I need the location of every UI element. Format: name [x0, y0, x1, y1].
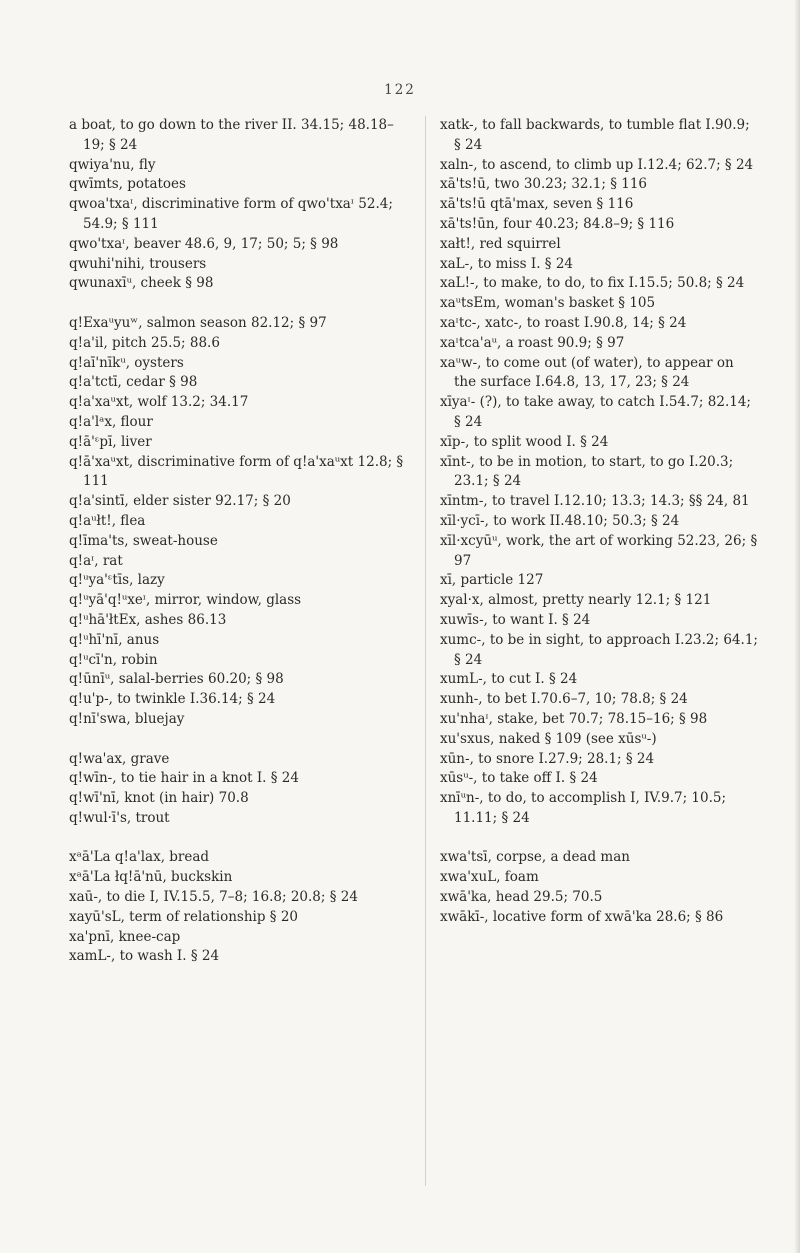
- entry: q!wul·ī's, trout: [69, 809, 170, 826]
- entry: xaᶦtca'aᵘ, a roast 90.9; § 97: [440, 334, 625, 351]
- entry: q!a'xaᵘxt, wolf 13.2; 34.17: [69, 394, 249, 411]
- entry: q!u'p-, to twinkle I.36.14; § 24: [69, 691, 276, 708]
- entry: a boat, to go down to the river II. 34.15; 48.18–19; § 24: [69, 117, 394, 153]
- entry: q!ᵘyā'q!ᵘxeᶦ, mirror, window, glass: [69, 592, 302, 609]
- entry: xumc-, to be in sight, to approach I.23.2; 64.1; § 24: [440, 631, 758, 668]
- entry: xyal·x, almost, pretty nearly 12.1; § 121: [440, 592, 712, 609]
- entry: xaᵘw-, to come out (of water), to appear on the surface I.64.8, 13, 17, 23; § 24: [440, 354, 734, 391]
- entry: q!aᵘłt!, flea: [69, 512, 146, 529]
- column-divider: [425, 116, 426, 1186]
- entry: xaū-, to die I, IV.15.5, 7–8; 16.8; 20.8; § 24: [69, 889, 358, 906]
- entry: xu'nhaᶦ, stake, bet 70.7; 78.15–16; § 98: [440, 710, 708, 727]
- entry: qwuhi'nihi, trousers: [69, 255, 207, 272]
- entry: q!ᵘhā'łtEx, ashes 86.13: [69, 611, 227, 628]
- entry: qwiya'nu, fly: [69, 156, 156, 173]
- entry: qwoa'txaᶦ, discriminative form of qwo'txaᶦ 52.4; 54.9; § 111: [69, 196, 393, 232]
- entry: xīp-, to split wood I. § 24: [440, 433, 609, 450]
- page-number: 122: [384, 82, 416, 98]
- entry: q!īma'ts, sweat-house: [69, 532, 218, 549]
- entry: xunh-, to bet I.70.6–7, 10; 78.8; § 24: [440, 691, 688, 708]
- entry: q!nī'swa, bluejay: [69, 710, 185, 727]
- section-gap: [69, 730, 405, 750]
- entry: xīntm-, to travel I.12.10; 13.3; 14.3; §§ 24, 81: [440, 493, 750, 510]
- entry: q!a'sintī, elder sister 92.17; § 20: [69, 493, 291, 510]
- entry: xwa'tsī, corpse, a dead man: [440, 849, 630, 866]
- entry: q!wa'ax, grave: [69, 750, 170, 767]
- entry: xaln-, to ascend, to climb up I.12.4; 62.7; § 24: [440, 156, 754, 173]
- entry: xᵃā'La q!a'lax, bread: [69, 849, 210, 866]
- entry: xatk-, to fall backwards, to tumble flat I.90.9; § 24: [440, 117, 750, 153]
- entry: q!aī'nīkᵘ, oysters: [69, 354, 184, 371]
- entry: xaᵘtsEm, woman's basket § 105: [440, 295, 656, 312]
- entry: q!a'il, pitch 25.5; 88.6: [69, 334, 220, 351]
- page-edge: [794, 0, 800, 1253]
- entry: q!ᵘya'ᵋtīs, lazy: [69, 572, 165, 589]
- entry: q!wī'nī, knot (in hair) 70.8: [69, 790, 249, 807]
- entry: xwā'ka, head 29.5; 70.5: [440, 889, 603, 906]
- entry: q!ā'xaᵘxt, discriminative form of q!a'xaᵘxt 12.8; § 111: [69, 453, 404, 490]
- entry: q!a'lᵃx, flour: [69, 413, 153, 430]
- entry: qwo'txaᶦ, beaver 48.6, 9, 17; 50; 5; § 98: [69, 235, 339, 252]
- entry: q!ūnīᵘ, salal-berries 60.20; § 98: [69, 671, 284, 688]
- section-gap: [69, 294, 405, 314]
- entry: xūsᵘ-, to take off I. § 24: [440, 770, 598, 787]
- entry: xwa'xuL, foam: [440, 869, 539, 886]
- entry: xayū'sL, term of relationship § 20: [69, 908, 299, 925]
- section-gap: [440, 829, 758, 849]
- entry: xwākī-, locative form of xwā'ka 28.6; § 86: [440, 908, 724, 925]
- entry: xā'ts!ūn, four 40.23; 84.8–9; § 116: [440, 215, 675, 232]
- right-column: [440, 116, 758, 928]
- entry: xałt!, red squirrel: [440, 235, 561, 252]
- entry: xīnt-, to be in motion, to start, to go I.20.3; 23.1; § 24: [440, 453, 734, 490]
- entry: q!a'tctī, cedar § 98: [69, 374, 198, 391]
- entry: xamL-, to wash I. § 24: [69, 948, 220, 965]
- entry: q!ā'ᵋpī, liver: [69, 433, 152, 450]
- entry: xā'ts!ū, two 30.23; 32.1; § 116: [440, 176, 648, 193]
- entry: q!ᵘhī'nī, anus: [69, 631, 160, 648]
- entry: q!ᵘcī'n, robin: [69, 651, 158, 668]
- entry: q!Exaᵘyuʷ, salmon season 82.12; § 97: [69, 314, 327, 331]
- entry: xaL!-, to make, to do, to fix I.15.5; 50.8; § 24: [440, 275, 745, 292]
- entry: xnīᵘn-, to do, to accomplish I, IV.9.7; 10.5; 11.11; § 24: [440, 790, 727, 826]
- entry: xu'sxus, naked § 109 (see xūsᵘ-): [440, 730, 657, 747]
- entry: xaᶦtc-, xatc-, to roast I.90.8, 14; § 24: [440, 314, 687, 331]
- entry: xūn-, to snore I.27.9; 28.1; § 24: [440, 750, 655, 767]
- entry: xā'ts!ū qtā'max, seven § 116: [440, 196, 634, 213]
- entry: qwīmts, potatoes: [69, 176, 186, 193]
- entry: xī, particle 127: [440, 572, 544, 589]
- entry: xuwīs-, to want I. § 24: [440, 611, 591, 628]
- left-column: [69, 116, 405, 967]
- entry: xīyaᶦ- (?), to take away, to catch I.54.7; 82.14; § 24: [440, 394, 751, 430]
- entry: qwunaxīᵘ, cheek § 98: [69, 275, 214, 292]
- entry: q!wīn-, to tie hair in a knot I. § 24: [69, 770, 299, 787]
- entry: xīl·ycī-, to work II.48.10; 50.3; § 24: [440, 512, 680, 529]
- entry: q!aᶦ, rat: [69, 552, 123, 569]
- entry: xīl·xcyūᵘ, work, the art of working 52.23, 26; § 97: [440, 532, 758, 569]
- entry: xᵃā'La łq!ā'nū, buckskin: [69, 869, 233, 886]
- entry: xumL-, to cut I. § 24: [440, 671, 578, 688]
- section-gap: [69, 829, 405, 849]
- entry: xaL-, to miss I. § 24: [440, 255, 574, 272]
- entry: xa'pnī, knee-cap: [69, 928, 181, 945]
